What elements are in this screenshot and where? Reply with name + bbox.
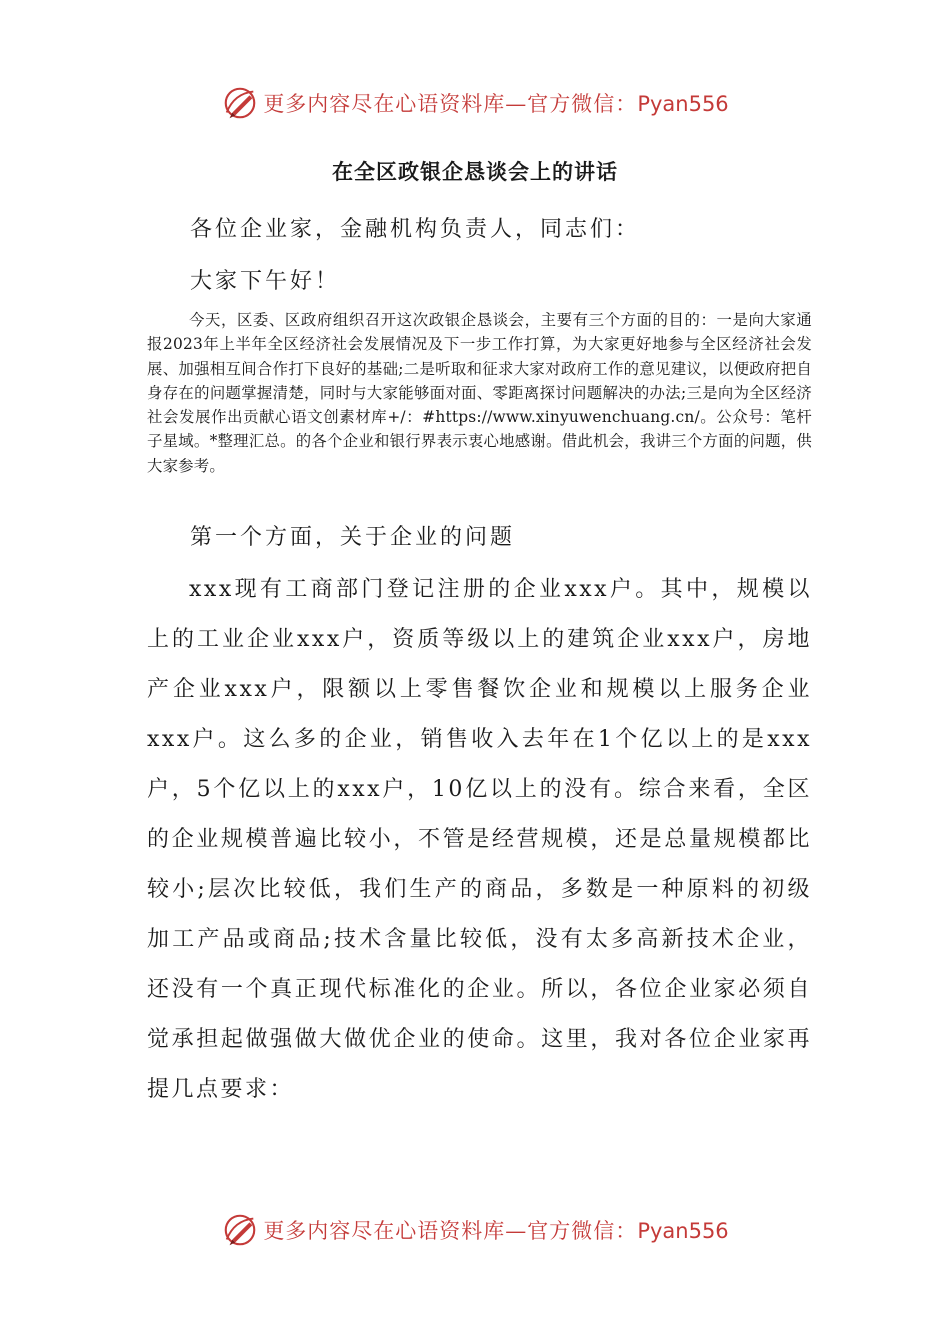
greeting: 大家下午好！	[190, 269, 341, 294]
pen-logo-icon	[221, 84, 259, 122]
document-title: 在全区政银企恳谈会上的讲话	[332, 160, 618, 184]
salutation: 各位企业家，金融机构负责人，同志们：	[190, 217, 641, 242]
wechat-id: Pyan556	[637, 1219, 729, 1243]
section-heading: 第一个方面，关于企业的问题	[190, 525, 516, 550]
footer-banner	[0, 1205, 950, 1255]
intro-paragraph: 今天，区委、区政府组织召开这次政银企恳谈会，主要有三个方面的目的：一是向大家通报2023年上半年全区经济社会发展情况及下一步工作打算，为大家更好地参与全区经济社会发展、加强相互间合作打下良好的基础;二是听取和征求大家对政府工作的意见建议，以便政府把自身存在的问题掌握清楚，同时与大家能够面对面、零距离探讨问题解决的办法;三是向为全区经济社会发展作出贡献心语文创素材库+/：#https://www.xinyuwenchuang.cn/。公众号：笔杆子星域。*整理汇总。的各个企业和银行界表示衷心地感谢。借此机会，我讲三个方面的问题，供大家参考。	[147, 311, 812, 475]
banner-text: 更多内容尽在心语资料库—官方微信：Pyan556	[263, 1219, 729, 1243]
banner-text: 更多内容尽在心语资料库—官方微信：Pyan556	[263, 92, 729, 116]
header-banner	[0, 78, 950, 128]
section-body: xxx现有工商部门登记注册的企业xxx户。其中，规模以上的工业企业xxx户，资质等级以上的建筑企业xxx户，房地产企业xxx户，限额以上零售餐饮企业和规模以上服务企业xxx户。这么多的企业，销售收入去年在1个亿以上的是xxx户，5个亿以上的xxx户，10亿以上的没有。综合来看，全区的企业规模普遍比较小，不管是经营规模，还是总量规模都比较小;层次比较低，我们生产的商品，多数是一种原料的初级加工产品或商品;技术含量比较低，没有太多高新技术企业，还没有一个真正现代标准化的企业。所以，各位企业家必须自觉承担起做强做大做优企业的使命。这里，我对各位企业家再提几点要求：	[147, 577, 812, 1102]
pen-logo-icon	[221, 1211, 259, 1249]
wechat-id: Pyan556	[637, 92, 729, 116]
